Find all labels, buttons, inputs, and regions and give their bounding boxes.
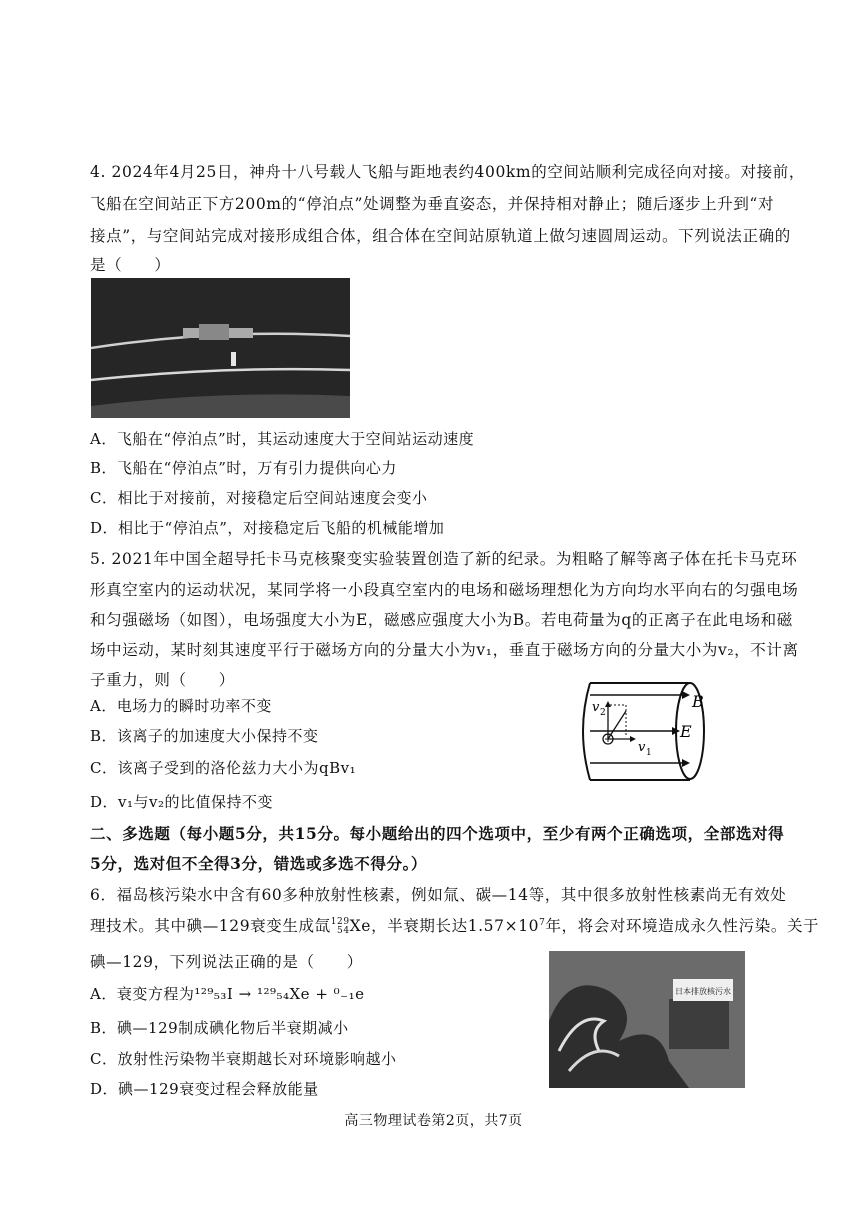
q4-option-d: D．相比于“停泊点”，对接稳定后飞船的机械能增加 bbox=[90, 519, 445, 537]
section2-line-1: 二、多选题（每小题5分，共15分。每小题给出的四个选项中，至少有两个正确选项，全部选对得 bbox=[90, 824, 785, 843]
label-v1-sub: 1 bbox=[646, 748, 652, 758]
q6-option-a-prefix: A．衰变方程为 bbox=[90, 985, 195, 1003]
q5-line-4: 场中运动，某时刻其速度平行于磁场方向的分量大小为v₁，垂直于磁场方向的分量大小为v₂，不计离 bbox=[90, 641, 799, 659]
label-v2-sub: 2 bbox=[600, 708, 606, 718]
q5-option-d: D．v₁与v₂的比值保持不变 bbox=[90, 793, 274, 811]
q4-option-a: A．飞船在“停泊点”时，其运动速度大于空间站运动速度 bbox=[90, 430, 475, 448]
q6-option-a bbox=[90, 983, 365, 1004]
field-diagram bbox=[572, 675, 722, 790]
q6-line-3: 碘—129，下列说法正确的是（ ） bbox=[90, 953, 363, 971]
q5-option-c: C．该离子受到的洛伦兹力大小为qBv₁ bbox=[90, 759, 357, 777]
q5-option-b: B．该离子的加速度大小保持不变 bbox=[90, 727, 319, 745]
q6-line-2-text-c: 年，将会对环境造成永久性污染。关于 bbox=[545, 917, 820, 935]
q6-option-d: D．碘—129衰变过程会释放能量 bbox=[90, 1080, 319, 1098]
xe-atomic-number: 54 bbox=[337, 926, 350, 936]
q5-option-a: A．电场力的瞬时功率不变 bbox=[90, 697, 272, 715]
q6-option-c: C．放射性污染物半衰期越长对环境影响越小 bbox=[90, 1050, 397, 1068]
q6-line-2 bbox=[90, 914, 819, 936]
q5-line-1: 5. 2021年中国全超导托卡马克核聚变实验装置创造了新的纪录。为粗略了解等离子体在托卡马克环 bbox=[90, 550, 798, 568]
q4-line-1: 4. 2024年4月25日，神舟十八号载人飞船与距地表约400km的空间站顺利完成径向对接。对接前， bbox=[90, 163, 805, 181]
label-v1: v bbox=[638, 740, 646, 755]
space-station-docking-photo bbox=[91, 278, 350, 418]
q4-option-c: C．相比于对接前，对接稳定后空间站速度会变小 bbox=[90, 489, 428, 507]
label-v2: v bbox=[592, 700, 600, 715]
label-b: B bbox=[692, 692, 704, 711]
q6-line-2-text-b: ，半衰期长达1.57×10 bbox=[371, 917, 540, 935]
half-life-exponent: 7 bbox=[539, 917, 546, 928]
q4-line-3: 接点”，与空间站完成对接形成组合体，组合体在空间站原轨道上做匀速圆周运动。下列说法正确的 bbox=[90, 227, 791, 245]
q5-line-3: 和匀强磁场（如图），电场强度大小为E，磁感应强度大小为B。若电荷量为q的正离子在此电场和磁 bbox=[90, 611, 793, 629]
q6-option-b: B．碘—129制成碘化物后半衰期减小 bbox=[90, 1019, 349, 1037]
q5-line-2: 形真空室内的运动状况，某同学将一小段真空室内的电场和磁场理想化为方向均水平向右的匀强电场 bbox=[90, 581, 799, 599]
poster-caption: 日本排放核污水 bbox=[675, 987, 731, 996]
xe-mass-number: 129 bbox=[330, 917, 350, 927]
decay-equation: ¹²⁹₅₃I → ¹²⁹₅₄Xe + ⁰₋₁e bbox=[194, 985, 365, 1003]
q6-line-2-text-a: 理技术。其中碘—129衰变生成氙 bbox=[90, 917, 331, 935]
label-e: E bbox=[680, 722, 692, 741]
nuclear-wastewater-poster bbox=[549, 951, 745, 1088]
q5-line-5: 子重力，则（ ） bbox=[90, 671, 235, 689]
q4-line-4: 是（ ） bbox=[90, 256, 171, 274]
xe-symbol: Xe bbox=[349, 917, 372, 935]
q6-line-1: 6．福岛核污染水中含有60多种放射性核素，例如氚、碳—14等，其中很多放射性核素尚无有效处 bbox=[90, 886, 787, 904]
page-footer: 高三物理试卷第2页，共7页 bbox=[344, 1113, 523, 1129]
section2-line-2: 5分，选对但不全得3分，错选或多选不得分。） bbox=[90, 854, 428, 873]
q4-option-b: B．飞船在“停泊点”时，万有引力提供向心力 bbox=[90, 459, 397, 477]
q4-line-2: 飞船在空间站正下方200m的“停泊点”处调整为垂直姿态，并保持相对静止；随后逐步上升到“对 bbox=[90, 195, 775, 213]
